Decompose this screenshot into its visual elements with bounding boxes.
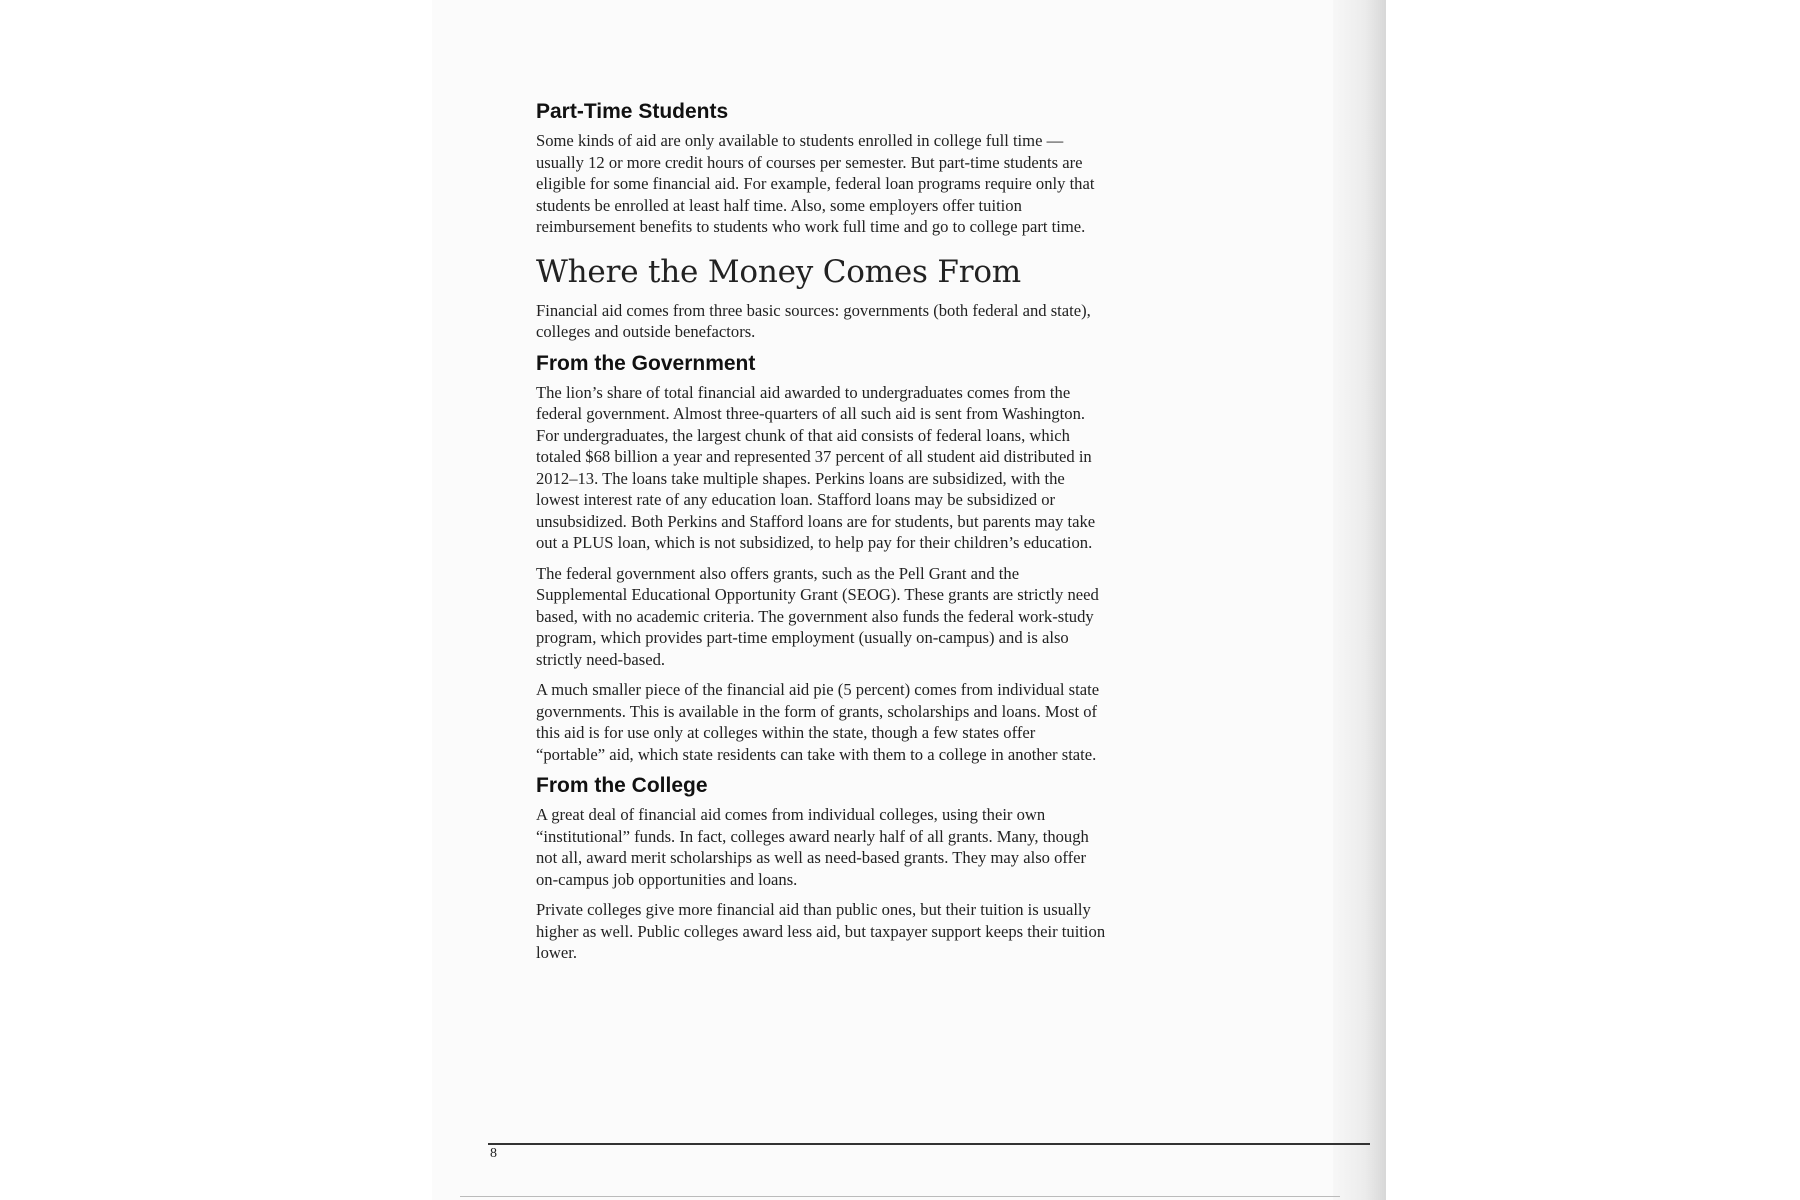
money-source-heading: Where the Money Comes From (536, 253, 1021, 290)
part-time-heading: Part-Time Students (536, 100, 729, 123)
college-paragraph-1: A great deal of financial aid comes from individual colleges, using their own “institutional” funds. In fact, colleges award nearly half of all grants. Many, though not all, award merit scholarships as well as need-based grants. They may also offer on-campus job opportunities and loans. (536, 805, 1089, 889)
government-paragraph-3: A much smaller piece of the financial aid pie (5 percent) comes from individual state governments. This is available in the form of grants, scholarships and loans. Most of this aid is for use only at colleges within the state, though a few states offer “portable” aid, which state residents can take with them to a college in another state. (536, 680, 1100, 764)
page-number: 8 (490, 1146, 497, 1161)
page-bottom-edge (460, 1196, 1340, 1197)
government-heading: From the Government (536, 351, 756, 375)
college-heading: From the College (536, 774, 708, 797)
part-time-paragraph: Some kinds of aid are only available to students enrolled in college full time — usually 12 or more credit hours of courses per semester. But part-time students are eligible for some financial aid. For example, federal loan programs require only that students be enrolled at least half time. Also, some employers offer tuition reimbursement benefits to students who work full time and go to college part time. (536, 131, 1095, 236)
footer-rule (488, 1143, 1370, 1145)
college-paragraph-2: Private colleges give more financial aid than public ones, but their tuition is usually higher as well. Public colleges award less aid, but taxpayer support keeps their tuition lower. (536, 900, 1106, 962)
money-source-paragraph: Financial aid comes from three basic sources: governments (both federal and state), colleges and outside benefactors. (536, 300, 1091, 341)
government-paragraph-2: The federal government also offers grants, such as the Pell Grant and the Supplemental Educational Opportunity Grant (SEOG). These grants are strictly need based, with no academic criteria. The government also funds the federal work-study program, which provides part-time employment (usually on-campus) and is also strictly need-based. (536, 563, 1099, 669)
page-content (536, 100, 1106, 973)
page-edge-shadow (1333, 0, 1386, 1200)
government-paragraph-1: The lion’s share of total financial aid awarded to undergraduates comes from the federal government. Almost three-quarters of all such aid is sent from Washington. For undergraduates, the largest chunk of that aid consists of federal loans, which totaled $68 billion a year and represented 37 percent of all student aid distributed in 2012–13. The loans take multiple shapes. Perkins loans are subsidized, with the lowest interest rate of any education loan. Stafford loans may be subsidized or unsubsidized. Both Perkins and Stafford loans are for students, but parents may take out a PLUS loan, which is not subsidized, to help pay for their children’s education. (536, 382, 1096, 552)
